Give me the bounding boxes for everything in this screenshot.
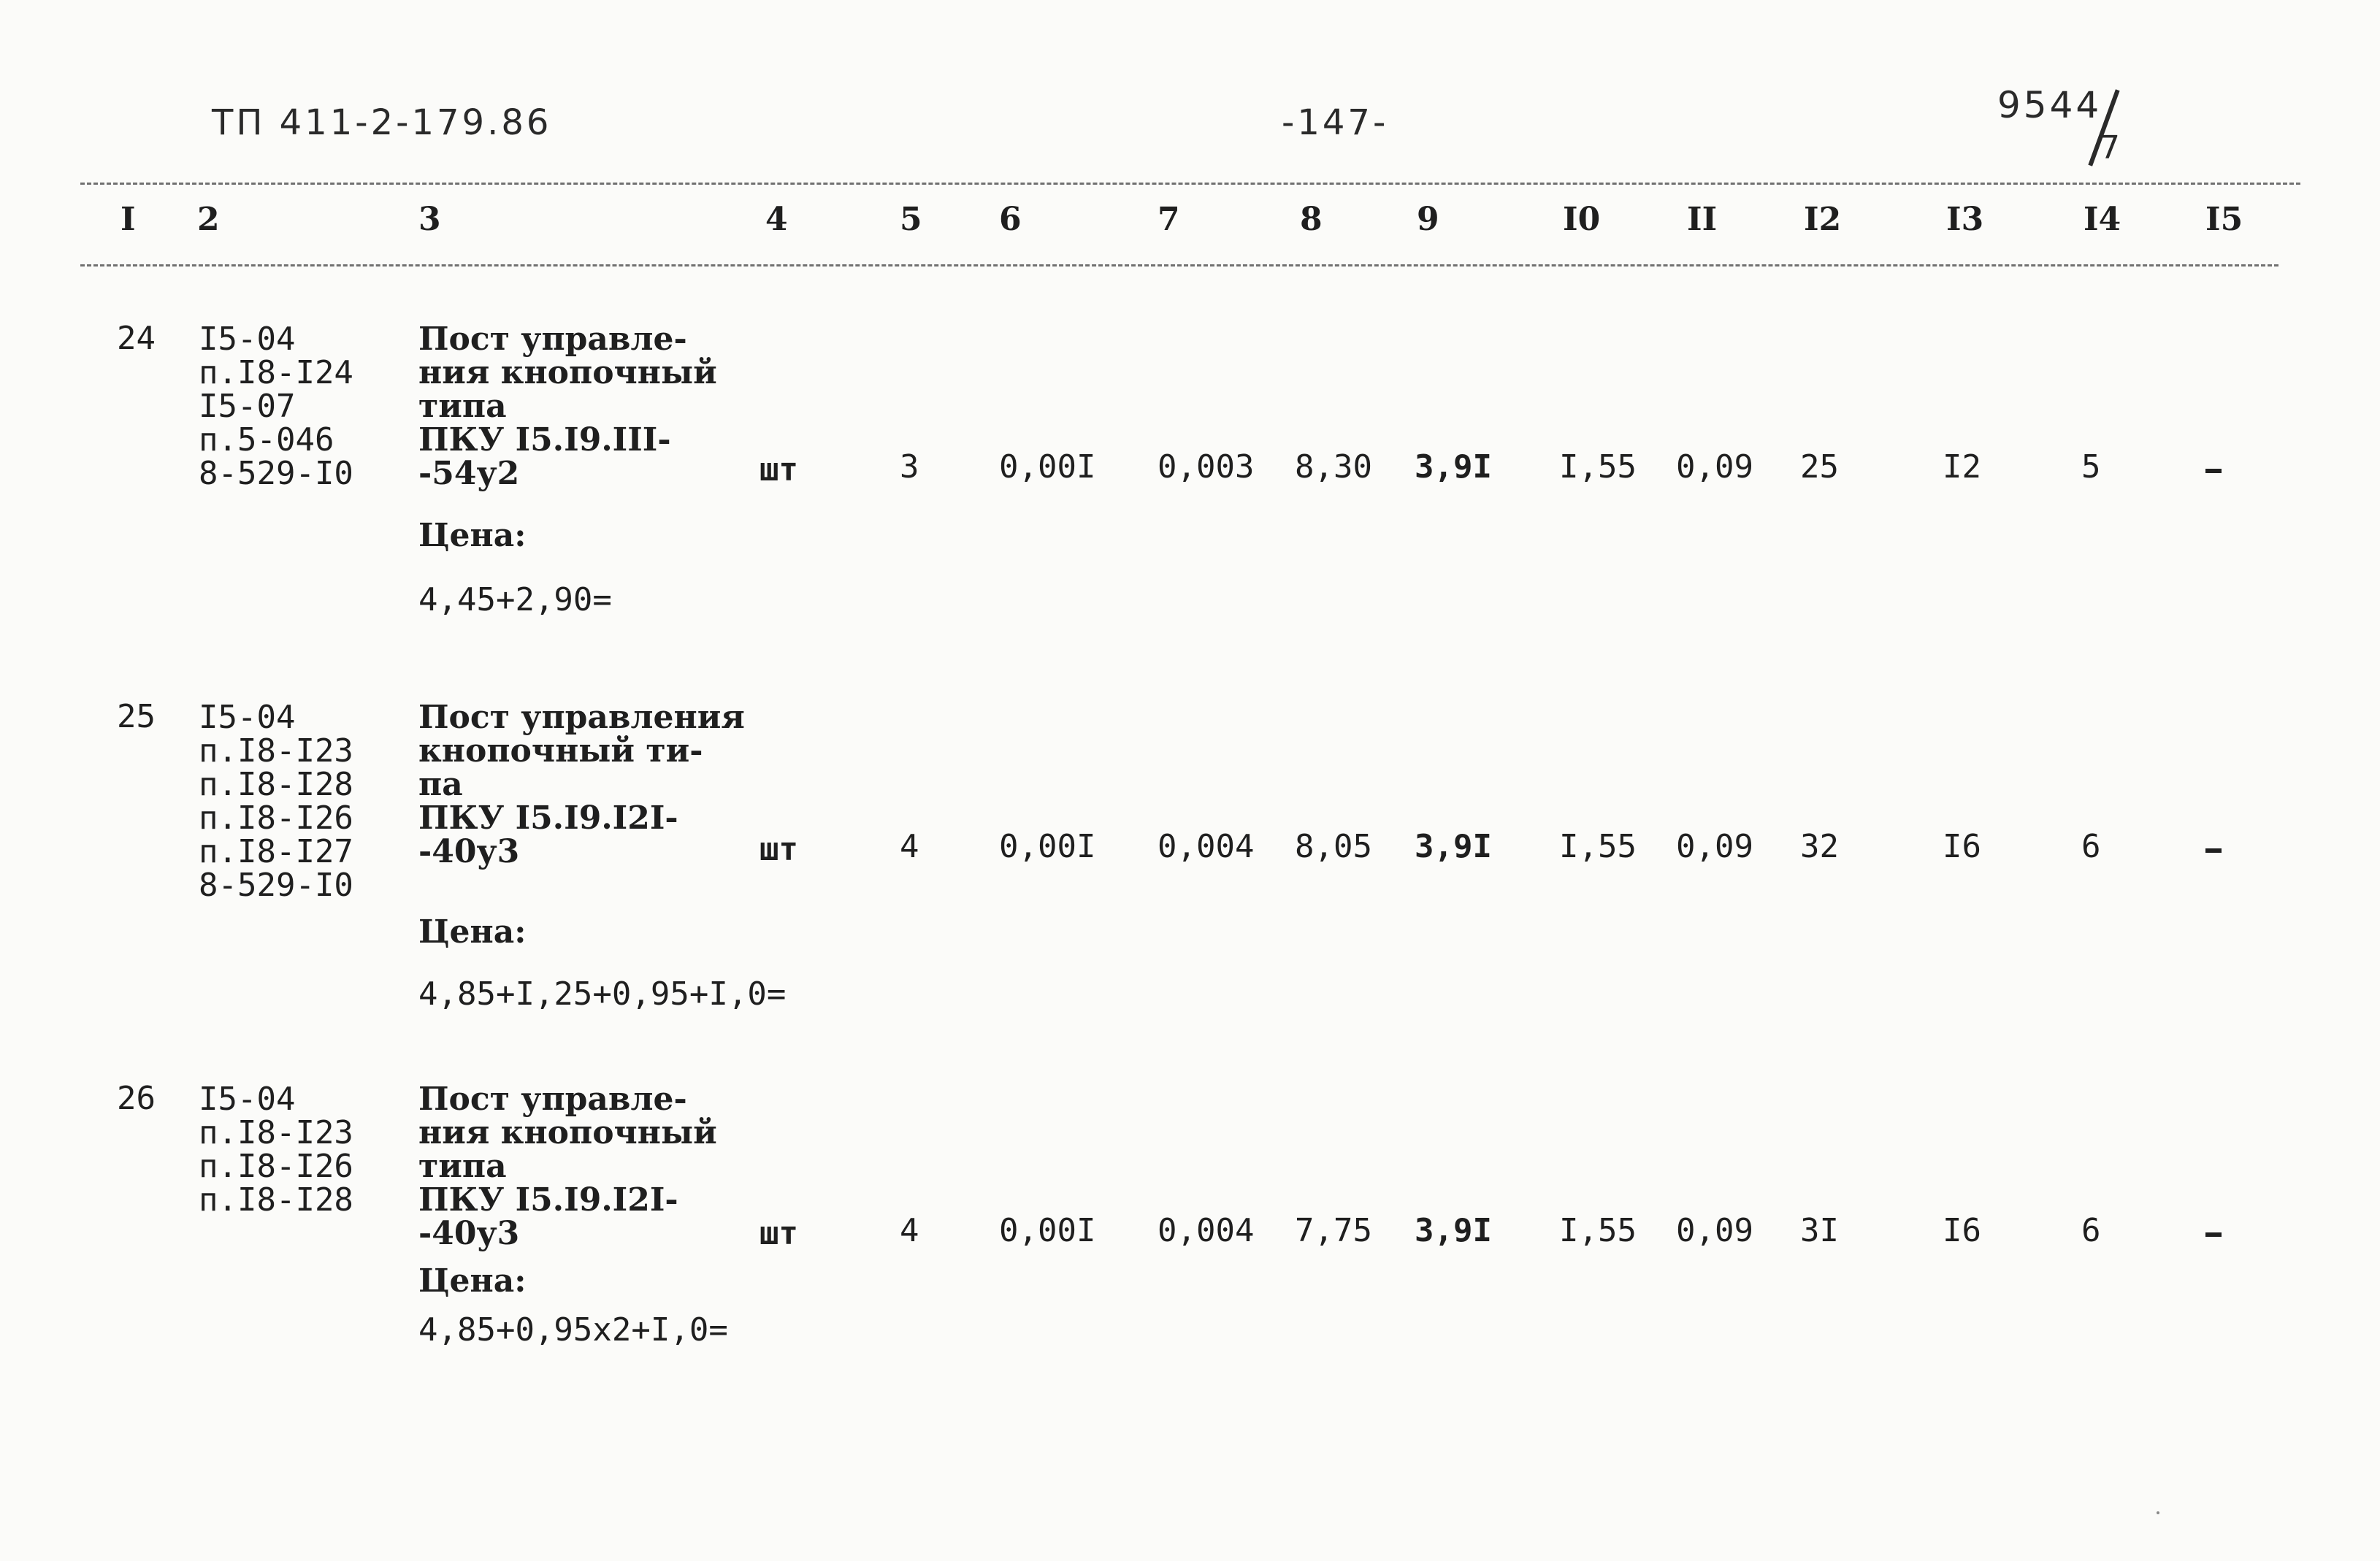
code-line: п.I8-I23 [199, 1114, 353, 1151]
cell-7: 0,003 [1158, 448, 1255, 486]
column-header-10: I0 [1563, 201, 1601, 238]
desc-line: -40у3 [418, 833, 520, 870]
cell-5: 4 [900, 1212, 919, 1249]
column-header-8: 8 [1300, 201, 1323, 238]
cell-5: 4 [900, 828, 919, 865]
price-label: Цена: [418, 1262, 527, 1300]
desc-line: ПКУ I5.I9.III- [418, 421, 671, 459]
column-header-13: I3 [1946, 201, 1984, 238]
desc-line: па [418, 766, 463, 803]
code-line: 8-529-I0 [199, 455, 353, 492]
column-header-12: I2 [1804, 201, 1842, 238]
column-header-5: 5 [900, 201, 922, 238]
reference-number [1997, 84, 2123, 166]
cell-12: 3I [1800, 1212, 1839, 1249]
row-number: 25 [117, 698, 156, 735]
price-label: Цена: [418, 517, 527, 554]
cell-6: 0,00I [999, 1212, 1096, 1249]
cell-10: I,55 [1559, 448, 1637, 486]
column-header-2: 2 [197, 201, 220, 238]
desc-line: ния кнопочный [418, 1114, 717, 1151]
row-number: 24 [117, 320, 156, 357]
cell-13: I6 [1943, 828, 1981, 865]
cell-8: 8,05 [1295, 828, 1372, 865]
code-line: п.I8-I23 [199, 732, 353, 770]
code-line: п.5-046 [199, 421, 334, 459]
cell-12: 32 [1800, 828, 1839, 865]
unit: шт [759, 451, 798, 488]
cell-15-empty-dash [2205, 1232, 2222, 1237]
unit: шт [759, 1215, 798, 1252]
cell-10: I,55 [1559, 828, 1637, 865]
header-rule-top [80, 183, 2300, 185]
column-header-14: I4 [2084, 201, 2121, 238]
cell-5: 3 [900, 448, 919, 486]
row-description [418, 323, 717, 491]
cell-8: 8,30 [1295, 448, 1372, 486]
reference-number-main: 9544 [1997, 84, 2102, 126]
desc-line: Пост управления [418, 699, 745, 736]
cell-6: 0,00I [999, 828, 1096, 865]
row-number: 26 [117, 1080, 156, 1117]
code-line: I5-04 [199, 1081, 296, 1118]
cell-11: 0,09 [1676, 448, 1753, 486]
cell-12: 25 [1800, 448, 1839, 486]
cell-11: 0,09 [1676, 1212, 1753, 1249]
cell-9: 3,9I [1415, 448, 1492, 486]
row-description [418, 1083, 717, 1251]
cell-13: I6 [1943, 1212, 1981, 1249]
desc-line: ПКУ I5.I9.I2I- [418, 799, 678, 837]
cell-13: I2 [1943, 448, 1981, 486]
column-header-15: I5 [2205, 201, 2243, 238]
cell-9: 3,9I [1415, 828, 1492, 865]
code-line: I5-04 [199, 699, 296, 736]
unit: шт [759, 831, 798, 868]
cell-14: 5 [2081, 448, 2101, 486]
column-header-3: 3 [418, 201, 441, 238]
price-formula: 4,85+0,95x2+I,0= [418, 1311, 728, 1349]
desc-line: Пост управле- [418, 321, 687, 358]
price-formula: 4,45+2,90= [418, 581, 612, 618]
price-label: Цена: [418, 913, 527, 951]
code-line: п.I8-I28 [199, 1181, 353, 1219]
code-line: п.I8-I27 [199, 833, 353, 870]
header-rule-bottom [80, 264, 2278, 266]
desc-line: типа [418, 1148, 507, 1185]
cell-11: 0,09 [1676, 828, 1753, 865]
column-header-9: 9 [1417, 201, 1439, 238]
column-header-11: II [1687, 201, 1718, 238]
column-header-6: 6 [999, 201, 1022, 238]
reference-number-sub: 7 [2100, 129, 2123, 166]
code-line: п.I8-I24 [199, 354, 353, 391]
code-line: п.I8-I26 [199, 799, 353, 837]
cell-15-empty-dash [2205, 469, 2222, 473]
cell-6: 0,00I [999, 448, 1096, 486]
document-code: ТП 411-2-179.86 [212, 102, 552, 143]
code-line: I5-04 [199, 321, 296, 358]
row-codes [199, 1083, 353, 1217]
code-line: п.I8-I26 [199, 1148, 353, 1185]
desc-line: -54у2 [418, 455, 520, 492]
page-number: -147- [1282, 102, 1389, 143]
cell-14: 6 [2081, 828, 2101, 865]
cell-7: 0,004 [1158, 1212, 1255, 1249]
column-header-7: 7 [1158, 201, 1180, 238]
cell-7: 0,004 [1158, 828, 1255, 865]
code-line: 8-529-I0 [199, 867, 353, 904]
desc-line: кнопочный ти- [418, 732, 703, 770]
row-codes [199, 323, 353, 491]
desc-line: типа [418, 388, 507, 425]
desc-line: Пост управле- [418, 1081, 687, 1118]
scan-speck [2157, 1511, 2159, 1514]
cell-8: 7,75 [1295, 1212, 1372, 1249]
code-line: п.I8-I28 [199, 766, 353, 803]
row-description [418, 701, 745, 869]
desc-line: ния кнопочный [418, 354, 717, 391]
column-header-1: I [120, 201, 136, 238]
cell-14: 6 [2081, 1212, 2101, 1249]
column-header-4: 4 [765, 201, 788, 238]
cell-15-empty-dash [2205, 848, 2222, 853]
desc-line: ПКУ I5.I9.I2I- [418, 1181, 678, 1219]
row-codes [199, 701, 353, 902]
price-formula: 4,85+I,25+0,95+I,0= [418, 975, 787, 1013]
desc-line: -40у3 [418, 1215, 520, 1252]
cell-9: 3,9I [1415, 1212, 1492, 1249]
cell-10: I,55 [1559, 1212, 1637, 1249]
code-line: I5-07 [199, 388, 296, 425]
